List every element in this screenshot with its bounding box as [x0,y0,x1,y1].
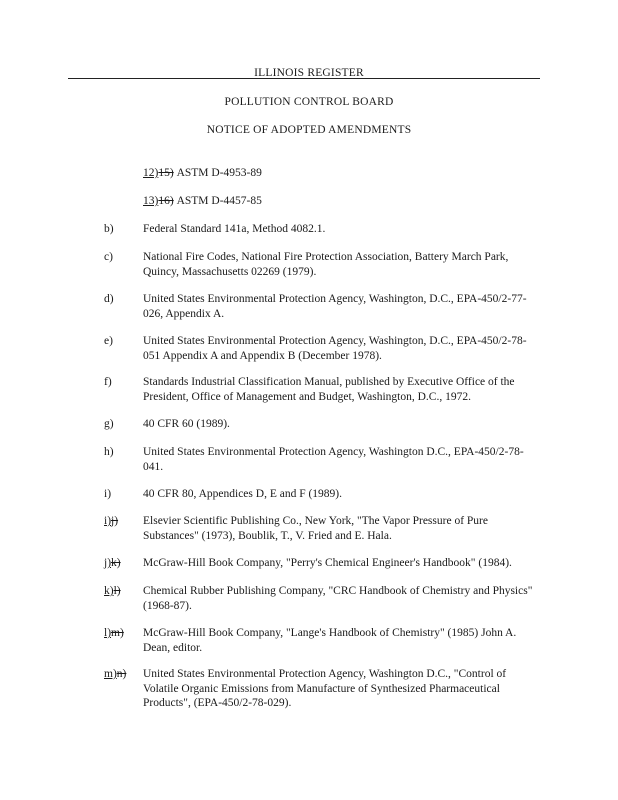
item-label: e) [104,335,113,347]
item-text: 40 CFR 80, Appendices D, E and F (1989). [143,488,343,500]
item-label: c) [104,251,113,263]
item-new-label: j) [104,557,112,569]
item-new-label: k) [104,585,114,597]
item-text: Elsevier Scientific Publishing Co., New York, "The Vapor Pressure of Pure Substances" (1973), Boublik, T., V. Fried and E. Hala. [143,515,488,542]
item-label [104,626,140,641]
item-old-label: j) [111,515,119,527]
item-label [104,584,140,599]
sub-item-old-number: 16) [158,195,174,207]
item-old-label: k) [111,557,121,569]
item-text: McGraw-Hill Book Company, "Perry's Chemical Engineer's Handbook" (1984). [143,557,512,569]
header-rule [68,78,540,79]
item-text: United States Environmental Protection Agency, Washington, D.C., EPA-450/2-78-051 Appendix A and Appendix B (December 1978). [143,335,527,362]
item-label: h) [104,446,114,458]
item-text: United States Environmental Protection Agency, Washington D.C., EPA-450/2-78-041. [143,446,524,473]
item-label [104,556,140,571]
register-title: ILLINOIS REGISTER [254,67,364,79]
sub-item-old-number: 15) [158,167,174,179]
item-label: i) [104,488,112,500]
item-old-label: n) [116,668,127,680]
item-new-label: i) [104,515,112,527]
item-old-label: l) [113,585,121,597]
sub-item-new-number: 13) [143,195,159,207]
item-text: McGraw-Hill Book Company, "Lange's Handbook of Chemistry" (1985) John A. Dean, editor. [143,627,517,654]
sub-item-text: ASTM D-4457-85 [176,195,262,207]
item-text: Standards Industrial Classification Manual, published by Executive Office of the President, Office of Management and Budget, Washington, D.C., 1972. [143,376,515,403]
item-text: National Fire Codes, National Fire Protection Association, Battery March Park, Quincy, Massachusetts 02269 (1979). [143,251,509,278]
item-text: United States Environmental Protection Agency, Washington, D.C., EPA-450/2-77-026, Appendix A. [143,293,527,320]
item-old-label: m) [111,627,124,639]
item-label [104,667,140,682]
sub-item-new-number: 12) [143,167,159,179]
sub-item-text: ASTM D-4953-89 [176,167,262,179]
item-text: Federal Standard 141a, Method 4082.1. [143,223,326,235]
item-label: g) [104,418,114,430]
item-label [104,514,140,529]
item-label: d) [104,293,114,305]
item-label: b) [104,223,114,235]
item-text: United States Environmental Protection Agency, Washington D.C., "Control of Volatile Organic Emissions from Manufacture of Synthesized Pharmaceutical Products", (EPA-450/2-78-029). [143,668,507,709]
item-new-label: l) [104,627,112,639]
item-new-label: m) [104,668,117,680]
board-title: POLLUTION CONTROL BOARD [224,96,394,108]
notice-title: NOTICE OF ADOPTED AMENDMENTS [206,124,412,136]
item-text: 40 CFR 60 (1989). [143,418,230,430]
item-label: f) [104,376,112,388]
item-text: Chemical Rubber Publishing Company, "CRC Handbook of Chemistry and Physics" (1968-87). [143,585,533,612]
